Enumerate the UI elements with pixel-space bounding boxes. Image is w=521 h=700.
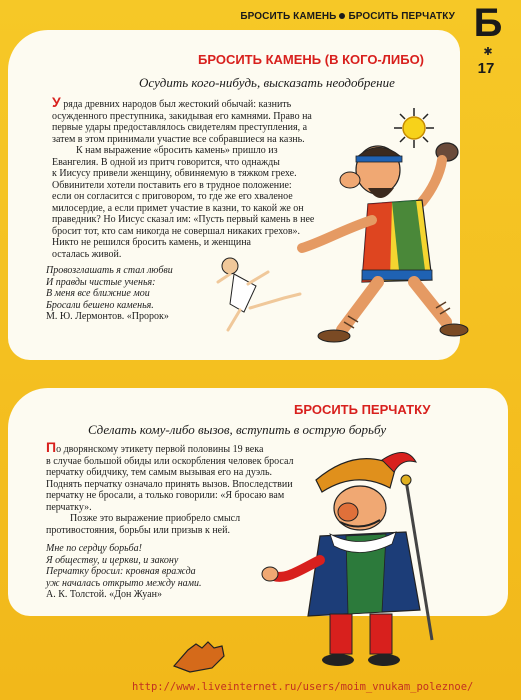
quote-author: М. Ю. Лермонтов. «Пророк» [46, 311, 169, 322]
running-title-left: БРОСИТЬ КАМЕНЬ [240, 11, 337, 22]
drop-letter: У [52, 94, 61, 110]
page-number: 17 [477, 60, 495, 77]
bullet-dot-icon [339, 13, 345, 19]
running-header [0, 10, 455, 24]
stone-thrower-illustration [282, 130, 472, 360]
section-body-stone: У ряда древних народов был жестокий обычай: казнить осужденного преступника, закидывая его камнями. Право на первые удары предоставлялось свидетелям преступления, а затем в этом принимали участие все собравшиеся на казнь. К нам выражение «бросить камень» пришло из Евангелия. В одной из притч говорится, что однажды к Иисусу привели женщину, обвиняемую в тяжком грехе. Обвинители хотели поставить его в трудное положение: если он согласится с приговором, то где же его хваленое милосердие, а если примет участие в казни, то какой же он праведник? Но Иисус сказал им: «Пусть первый камень в нее бросит тот, кто сам никогда не совершал никаких грехов». Никто не решился бросить камень, и женщина осталась живой. [52, 97, 372, 260]
quote-author: А. К. Толстой. «Дон Жуан» [46, 589, 162, 600]
glove-icon [168, 636, 232, 676]
section-letter: Б [473, 1, 503, 45]
section-subtitle-glove: Сделать кому-либо вызов, вступить в острую борьбу [88, 422, 387, 437]
poem-quote-tolstoy: Мне по сердцу борьба! Я обществу, и церкви, и закону Перчатку бросил: кровная вражда уж началась открыто между нами. А. К. Толстой. «Дон Жуан» [46, 543, 276, 601]
paragraph: По дворянскому этикету первой половины 19 века [46, 439, 264, 455]
section-title-stone: БРОСИТЬ КАМЕНЬ (В КОГО-ЛИБО) [198, 52, 425, 67]
poem-quote-lermontov: Провозглашать я стал любви И правды чистые ученья: В меня все ближние мои Бросали бешено каменья. М. Ю. Лермонтов. «Пророк» [46, 265, 226, 323]
footer-url-link[interactable]: http://www.liveinternet.ru/users/moim_vnukam_poleznoe/ [132, 681, 474, 693]
paragraph: У ряда древних народов был жестокий обычай: казнить [52, 94, 292, 110]
nobleman-illustration [256, 440, 456, 672]
running-man-illustration [214, 252, 306, 336]
drop-letter: П [46, 439, 57, 455]
section-subtitle-stone: Осудить кого-нибудь, высказать неодобрение [139, 75, 395, 90]
section-body-glove: По дворянскому этикету первой половины 19 века в случае большой обиды или оскорбления человек бросал перчатку обидчику, тем самым вызывая его на дуэль. Поднять перчатку означало принять вызов. Впоследствии перчатку не бросали, а только говорили: «Я бросаю вам перчатку». Позже это выражение приобрело смысл противостояния, борьбы или призыв к ней. [46, 442, 346, 536]
running-title-right: БРОСИТЬ ПЕРЧАТКУ [348, 11, 455, 22]
ornament-icon: ✱ [483, 46, 493, 58]
section-title-glove: БРОСИТЬ ПЕРЧАТКУ [294, 402, 431, 417]
